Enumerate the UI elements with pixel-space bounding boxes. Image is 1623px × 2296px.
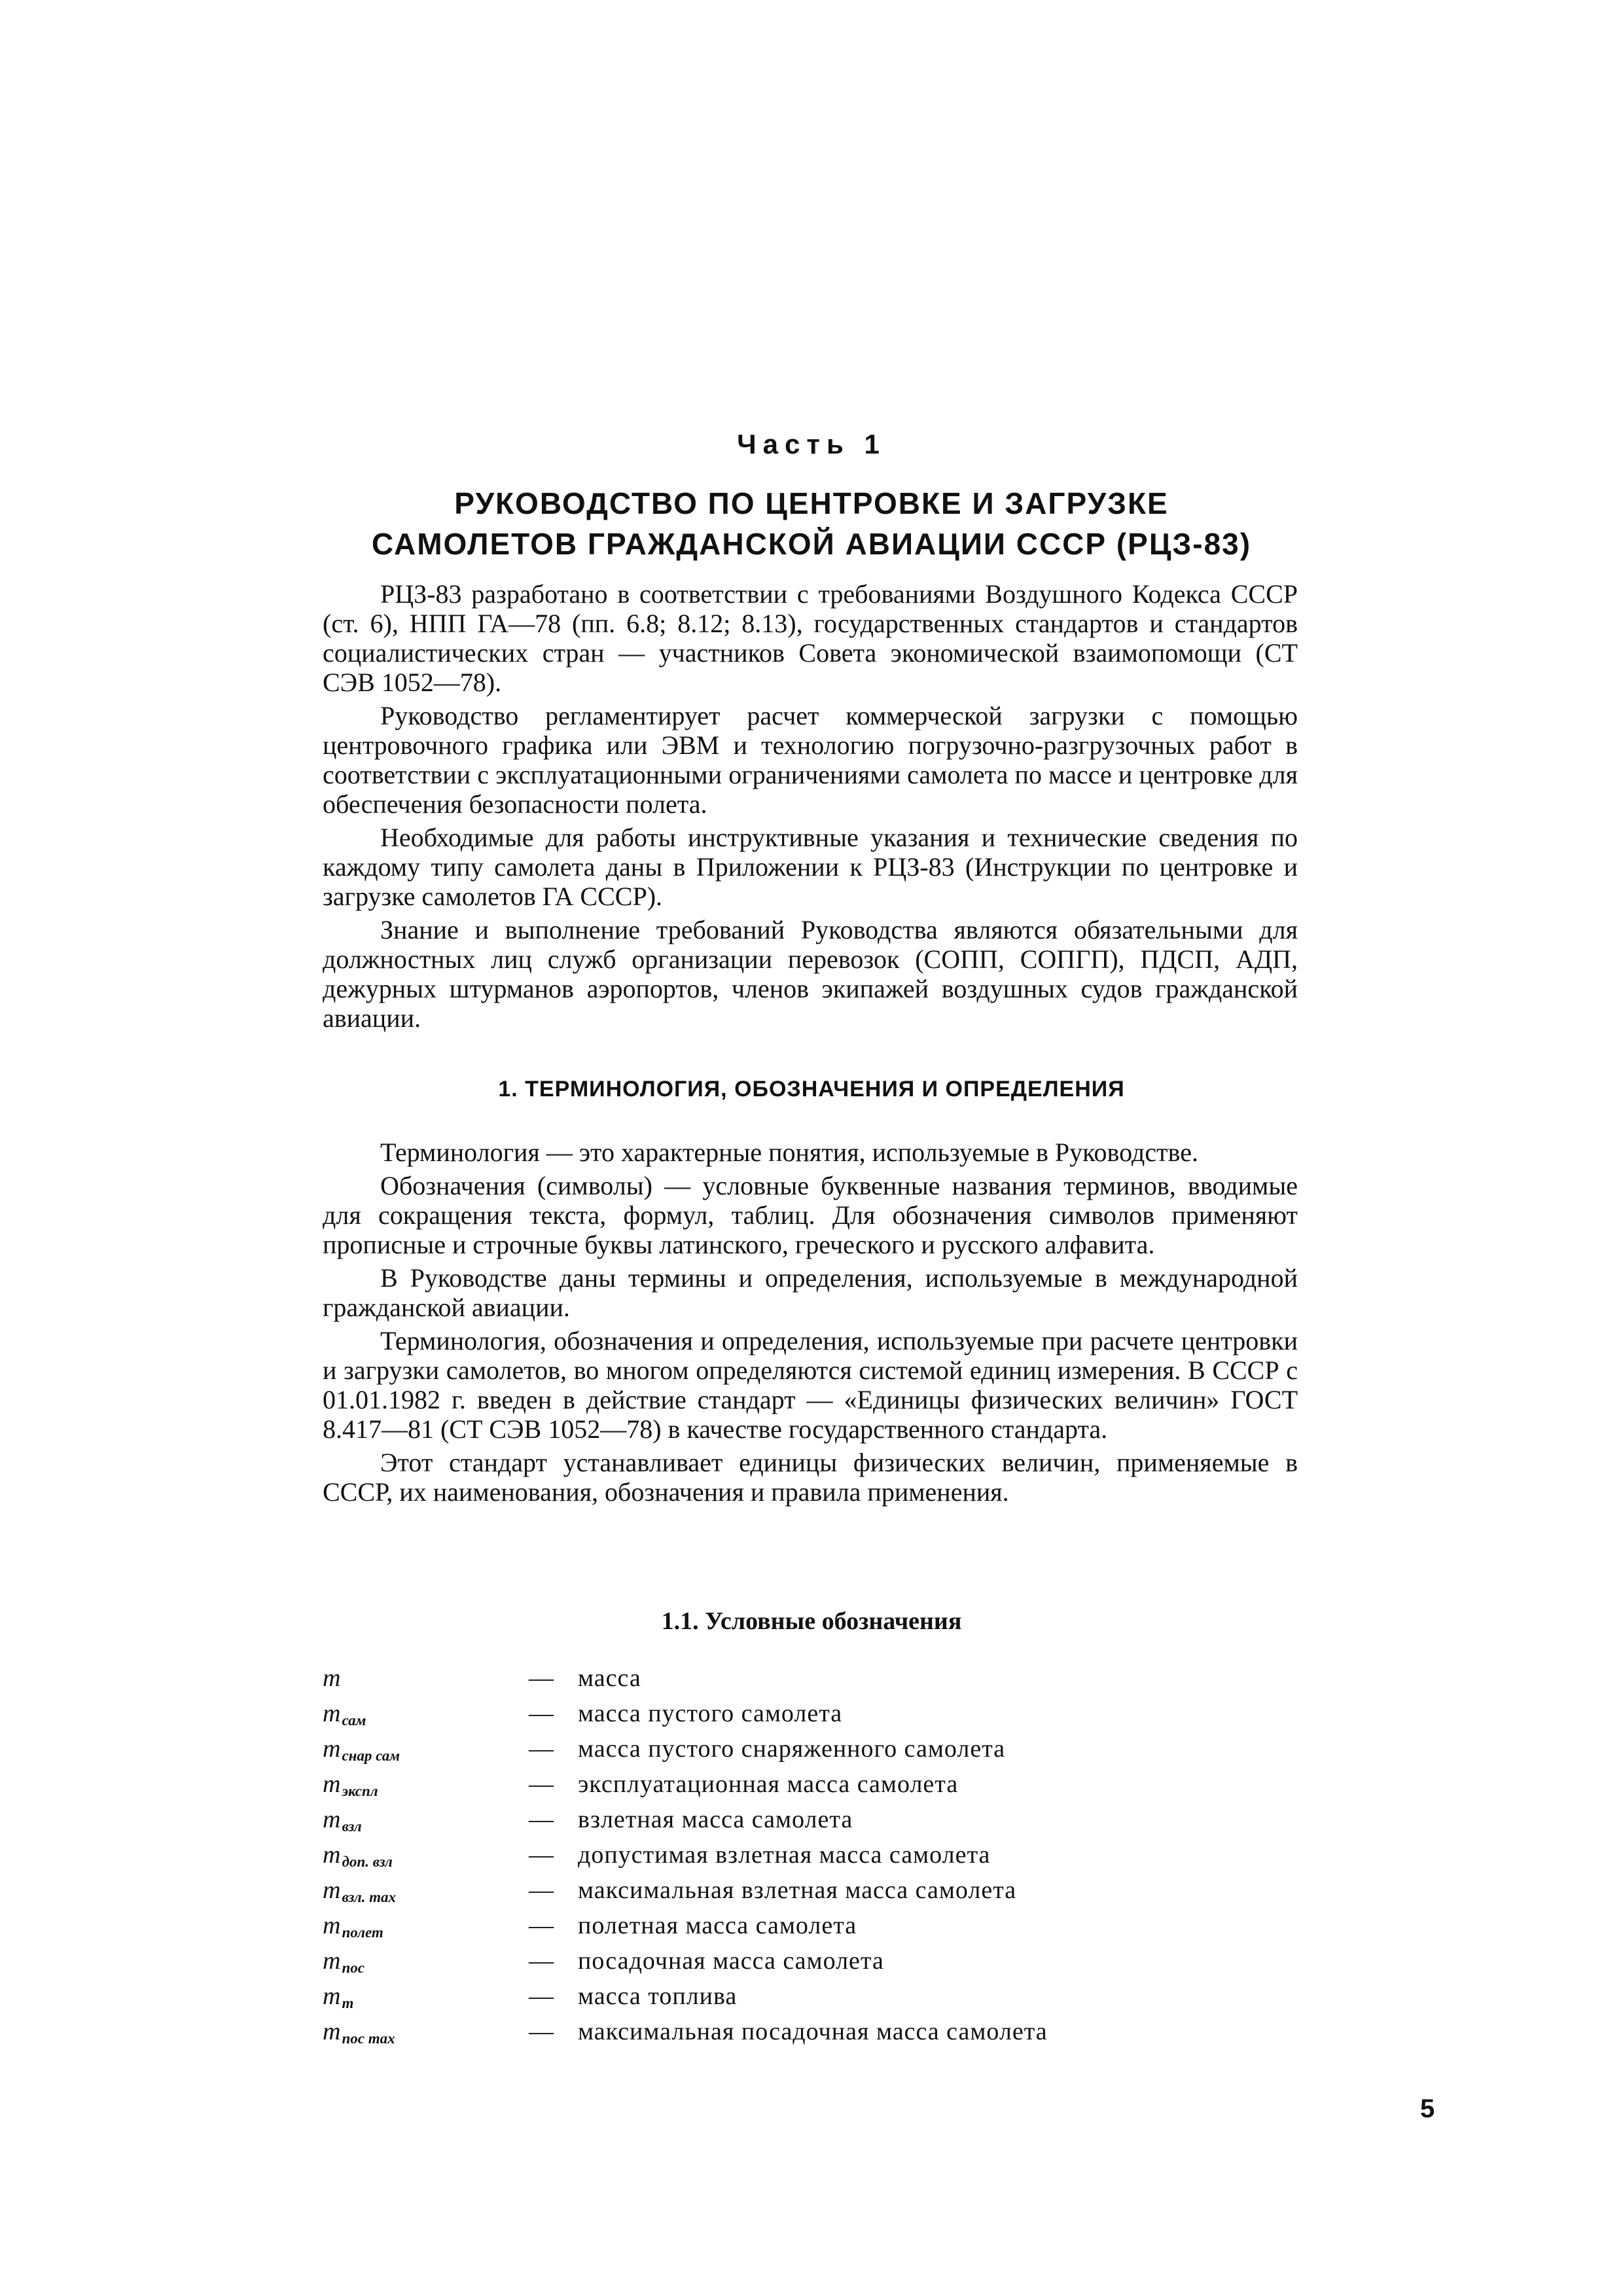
symbol: [323, 1981, 353, 2019]
symbol-definition: полетная масса самолета: [578, 1912, 857, 1939]
symbol: [323, 1910, 383, 1948]
symbol-row: [323, 1839, 1304, 1874]
symbol: [323, 1733, 400, 1772]
symbol-base: m: [323, 1982, 341, 2010]
symbol-subscript: доп. взл: [342, 1854, 393, 1870]
symbol: [323, 2016, 395, 2054]
symbol: [323, 1662, 342, 1701]
symbol-base: m: [323, 1806, 341, 1833]
symbol-definition: масса: [578, 1664, 641, 1692]
symbol-dash: —: [529, 2018, 554, 2045]
intro-text: [323, 579, 1298, 1037]
symbol-base: m: [323, 1770, 341, 1798]
paragraph: Терминология — это характерные понятия, используемые в Руководстве.: [380, 1138, 1198, 1167]
symbol-subscript: снар сам: [342, 1748, 401, 1764]
symbol-base: m: [323, 1912, 341, 1939]
symbol-dash: —: [529, 1912, 554, 1939]
symbol-dash: —: [529, 1876, 554, 1904]
symbol: [323, 1945, 365, 1984]
title-line: РУКОВОДСТВО ПО ЦЕНТРОВКЕ И ЗАГРУЗКЕ: [454, 486, 1169, 520]
symbol-subscript: полет: [342, 1924, 383, 1941]
symbol-row: [323, 2016, 1304, 2051]
symbol-definition: эксплуатационная масса самолета: [578, 1770, 959, 1798]
symbol-base: m: [323, 1700, 341, 1727]
document-title: [0, 483, 1623, 564]
symbols-list: [323, 1662, 1304, 2051]
symbol-subscript: экспл: [342, 1783, 378, 1799]
paragraph: Терминология, обозначения и определения, используемые при расчете центровки и загрузки самолетов, во многом определяются системой единиц измерения. В СССР с 01.01.1982 г. введен в действие стандарт — «Единицы физических величин» ГОСТ 8.417—81 (СТ СЭВ 1052—78) в качестве государственного стандарта.: [323, 1326, 1298, 1444]
symbol-definition: взлетная масса самолета: [578, 1806, 853, 1833]
symbol-base: m: [323, 1876, 341, 1904]
symbol-row: [323, 1910, 1304, 1945]
symbol-definition: масса пустого самолета: [578, 1700, 843, 1727]
symbol-base: m: [323, 1735, 341, 1763]
symbol-dash: —: [529, 1770, 554, 1798]
symbol-subscript: взл. max: [342, 1889, 397, 1905]
symbol-row: [323, 1698, 1304, 1733]
symbol: [323, 1804, 362, 1842]
symbol-row: [323, 1981, 1304, 2016]
title-line: САМОЛЕТОВ ГРАЖДАНСКОЙ АВИАЦИИ СССР (РЦЗ-83): [371, 527, 1252, 561]
symbol-dash: —: [529, 1735, 554, 1763]
symbol-definition: посадочная масса самолета: [578, 1947, 884, 1975]
symbol-row: [323, 1945, 1304, 1981]
symbol-dash: —: [529, 1664, 554, 1692]
symbol-base: m: [323, 1664, 341, 1692]
symbol-definition: масса топлива: [578, 1982, 738, 2010]
symbol-row: [323, 1662, 1304, 1698]
symbol-base: m: [323, 1841, 341, 1869]
symbol-row: [323, 1874, 1304, 1910]
symbol-subscript: пос: [342, 1960, 365, 1976]
symbol-definition: максимальная взлетная масса самолета: [578, 1876, 1017, 1904]
symbol-base: m: [323, 1947, 341, 1975]
symbol-dash: —: [529, 1982, 554, 2010]
symbol-definition: максимальная посадочная масса самолета: [578, 2018, 1048, 2045]
symbol-subscript: пос max: [342, 2030, 395, 2047]
section-text: [323, 1138, 1298, 1511]
symbol: [323, 1698, 366, 1736]
symbol-dash: —: [529, 1947, 554, 1975]
symbol-dash: —: [529, 1841, 554, 1869]
symbol: [323, 1874, 396, 1913]
symbol-subscript: взл: [342, 1818, 362, 1835]
symbol: [323, 1839, 393, 1878]
symbol-subscript: т: [342, 1995, 354, 2011]
part-label: Часть 1: [737, 429, 886, 459]
symbol: [323, 1768, 378, 1807]
paragraph: Необходимые для работы инструктивные указания и технические сведения по каждому типу самолета даны в Приложении к РЦЗ-83 (Инструкции по центровке и загрузке самолетов ГА СССР).: [323, 823, 1298, 911]
paragraph: Руководство регламентирует расчет коммерческой загрузки с помощью центровочного графика или ЭВМ и технологию погрузочно-разгрузочных работ в соответствии с эксплуатационными ограничениями самолета по массе и центровке для обеспечения безопасности полета.: [323, 701, 1298, 819]
symbol-row: [323, 1804, 1304, 1839]
symbol-dash: —: [529, 1806, 554, 1833]
paragraph: РЦЗ-83 разработано в соответствии с требованиями Воздушного Кодекса СССР (ст. 6), НПП ГА—78 (пп. 6.8; 8.12; 8.13), государственных стандартов и стандартов социалистических стран — участников Совета экономической взаимопомощи (СТ СЭВ 1052—78).: [323, 579, 1298, 697]
symbol-row: [323, 1733, 1304, 1768]
section-heading: 1. ТЕРМИНОЛОГИЯ, ОБОЗНАЧЕНИЯ И ОПРЕДЕЛЕНИЯ: [498, 1077, 1125, 1102]
paragraph: Знание и выполнение требований Руководства являются обязательными для должностных лиц служб организации перевозок (СОПП, СОПГП), ПДСП, АДП, дежурных штурманов аэропортов, членов экипажей воздушных судов гражданской авиации.: [323, 915, 1298, 1033]
symbol-row: [323, 1768, 1304, 1804]
paragraph: Обозначения (символы) — условные буквенные названия терминов, вводимые для сокращения текста, формул, таблиц. Для обозначения символов применяют прописные и строчные буквы латинского, греческого и русского алфавита.: [323, 1171, 1298, 1259]
symbol-definition: масса пустого снаряженного самолета: [578, 1735, 1006, 1763]
page-number: 5: [1420, 2094, 1435, 2123]
paragraph: В Руководстве даны термины и определения, используемые в международной гражданской авиации.: [323, 1263, 1298, 1322]
symbol-definition: допустимая взлетная масса самолета: [578, 1841, 991, 1869]
symbol-base: m: [323, 2018, 341, 2045]
symbol-dash: —: [529, 1700, 554, 1727]
symbol-subscript: сам: [342, 1712, 366, 1729]
paragraph: Этот стандарт устанавливает единицы физических величин, применяемые в СССР, их наименования, обозначения и правила применения.: [323, 1448, 1298, 1507]
subsection-heading: 1.1. Условные обозначения: [661, 1607, 962, 1635]
